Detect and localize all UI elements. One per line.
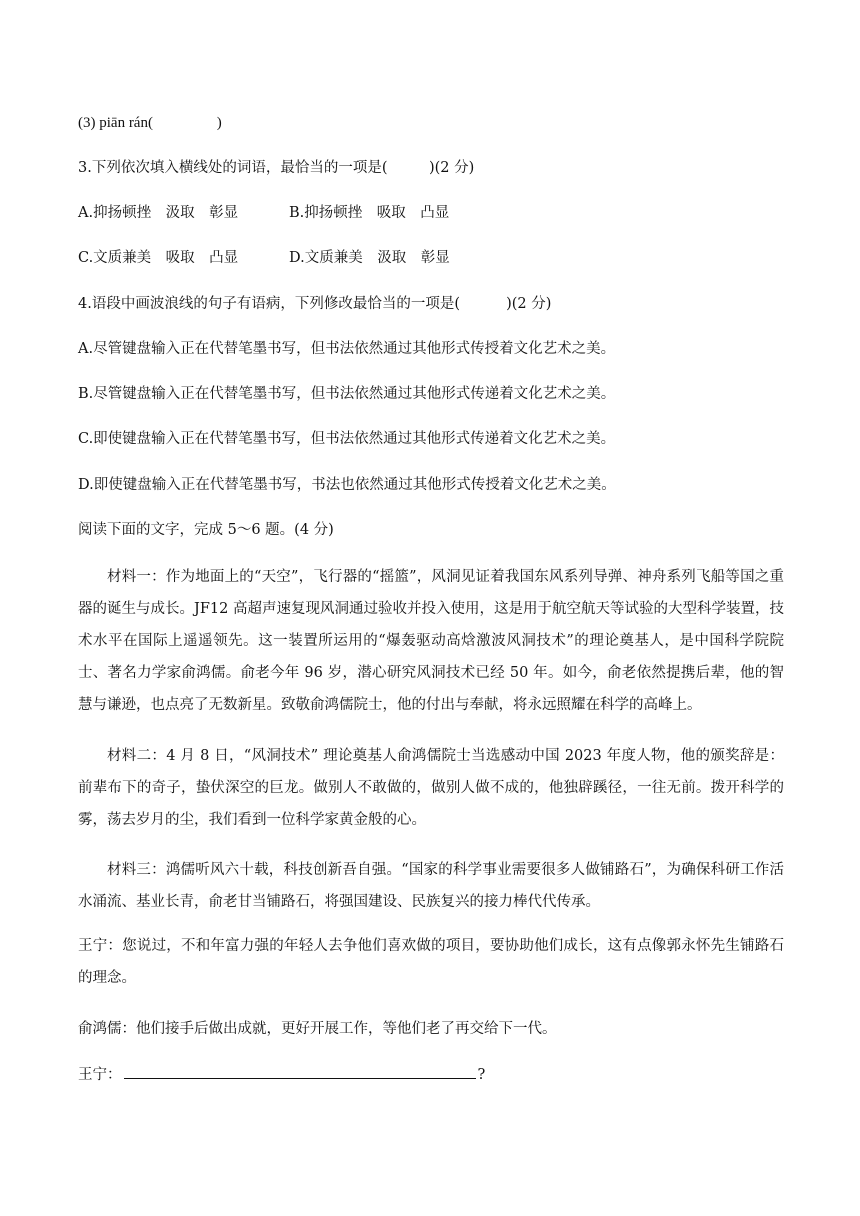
q4-option-c: C.即使键盘输入正在代替笔墨书写，但书法依然通过其他形式传递着文化艺术之美。 bbox=[78, 431, 616, 447]
q4-option-d: D.即使键盘输入正在代替笔墨书写，书法也依然通过其他形式传授着文化艺术之美。 bbox=[78, 477, 616, 493]
q4-option-b: B.尽管键盘输入正在代替笔墨书写，但书法依然通过其他形式传递着文化艺术之美。 bbox=[78, 386, 616, 402]
q3-option-d: D.文质兼美 汲取 彰显 bbox=[289, 250, 450, 266]
q2-item-3: (3) piān rán( ) bbox=[78, 115, 222, 131]
dialog-wangning-2 bbox=[78, 1064, 485, 1085]
dialog-speaker: 王宁： bbox=[78, 1067, 122, 1083]
material-2 bbox=[78, 740, 784, 836]
q3-stem: 3.下列依次填入横线处的词语，最恰当的一项是( )(2 分) bbox=[78, 160, 475, 176]
dialog-wangning-1 bbox=[78, 930, 784, 994]
material-3-text: 材料三：鸿儒听风六十载，科技创新吾自强。“国家的科学事业需要很多人做铺路石”，为确保科研工作活水涌流、基业长青，俞老甘当铺路石，将强国建设、民族复兴的接力棒代代传承。 bbox=[78, 862, 784, 910]
q3-option-c: C.文质兼美 吸取 凸显 bbox=[78, 250, 239, 266]
material-1 bbox=[78, 561, 784, 721]
q3-option-b: B.抑扬顿挫 吸取 凸显 bbox=[289, 205, 450, 221]
reading-intro: 阅读下面的文字，完成 5～6 题。(4 分) bbox=[78, 522, 334, 538]
q4-option-a: A.尽管键盘输入正在代替笔墨书写，但书法依然通过其他形式传授着文化艺术之美。 bbox=[78, 341, 616, 357]
q3-option-a: A.抑扬顿挫 汲取 彰显 bbox=[78, 205, 239, 221]
answer-blank[interactable] bbox=[124, 1064, 476, 1079]
material-2-text: 材料二：4 月 8 日，“风洞技术” 理论奠基人俞鸿儒院士当选感动中国 2023 年度人物，他的颁奖辞是：前辈布下的奇子，蛰伏深空的巨龙。做别人不敢做的，做别人做不成的，他独辟蹊径，一往无前。拨开科学的雾，荡去岁月的尘，我们看到一位科学家黄金般的心。 bbox=[78, 748, 784, 828]
dialog-yuhongru: 俞鸿儒：他们接手后做出成就，更好开展工作，等他们老了再交给下一代。 bbox=[78, 1021, 557, 1037]
material-3 bbox=[78, 854, 784, 918]
dialog-question-mark: ? bbox=[477, 1067, 486, 1083]
material-1-text: 材料一：作为地面上的“天空”，飞行器的“摇篮”，风洞见证着我国东风系列导弹、神舟系列飞船等国之重器的诞生与成长。JF12 高超声速复现风洞通过验收并投入使用，这是用于航空航天等试验的大型科学装置，技术水平在国际上遥遥领先。这一装置所运用的“爆轰驱动高焓激波风洞技术”的理论奠基人，是中国科学院院士、著名力学家俞鸿儒。俞老今年 96 岁，潜心研究风洞技术已经 50 年。如今，俞老依然提携后辈，他的智慧与谦逊，也点亮了无数新星。致敬俞鸿儒院士，他的付出与奉献，将永远照耀在科学的高峰上。 bbox=[78, 569, 784, 713]
q4-stem: 4.语段中画波浪线的句子有语病，下列修改最恰当的一项是( )(2 分) bbox=[78, 296, 552, 312]
dialog-wangning-1-text: 王宁：您说过，不和年富力强的年轻人去争他们喜欢做的项目，要协助他们成长，这有点像郭永怀先生铺路石的理念。 bbox=[78, 938, 784, 986]
